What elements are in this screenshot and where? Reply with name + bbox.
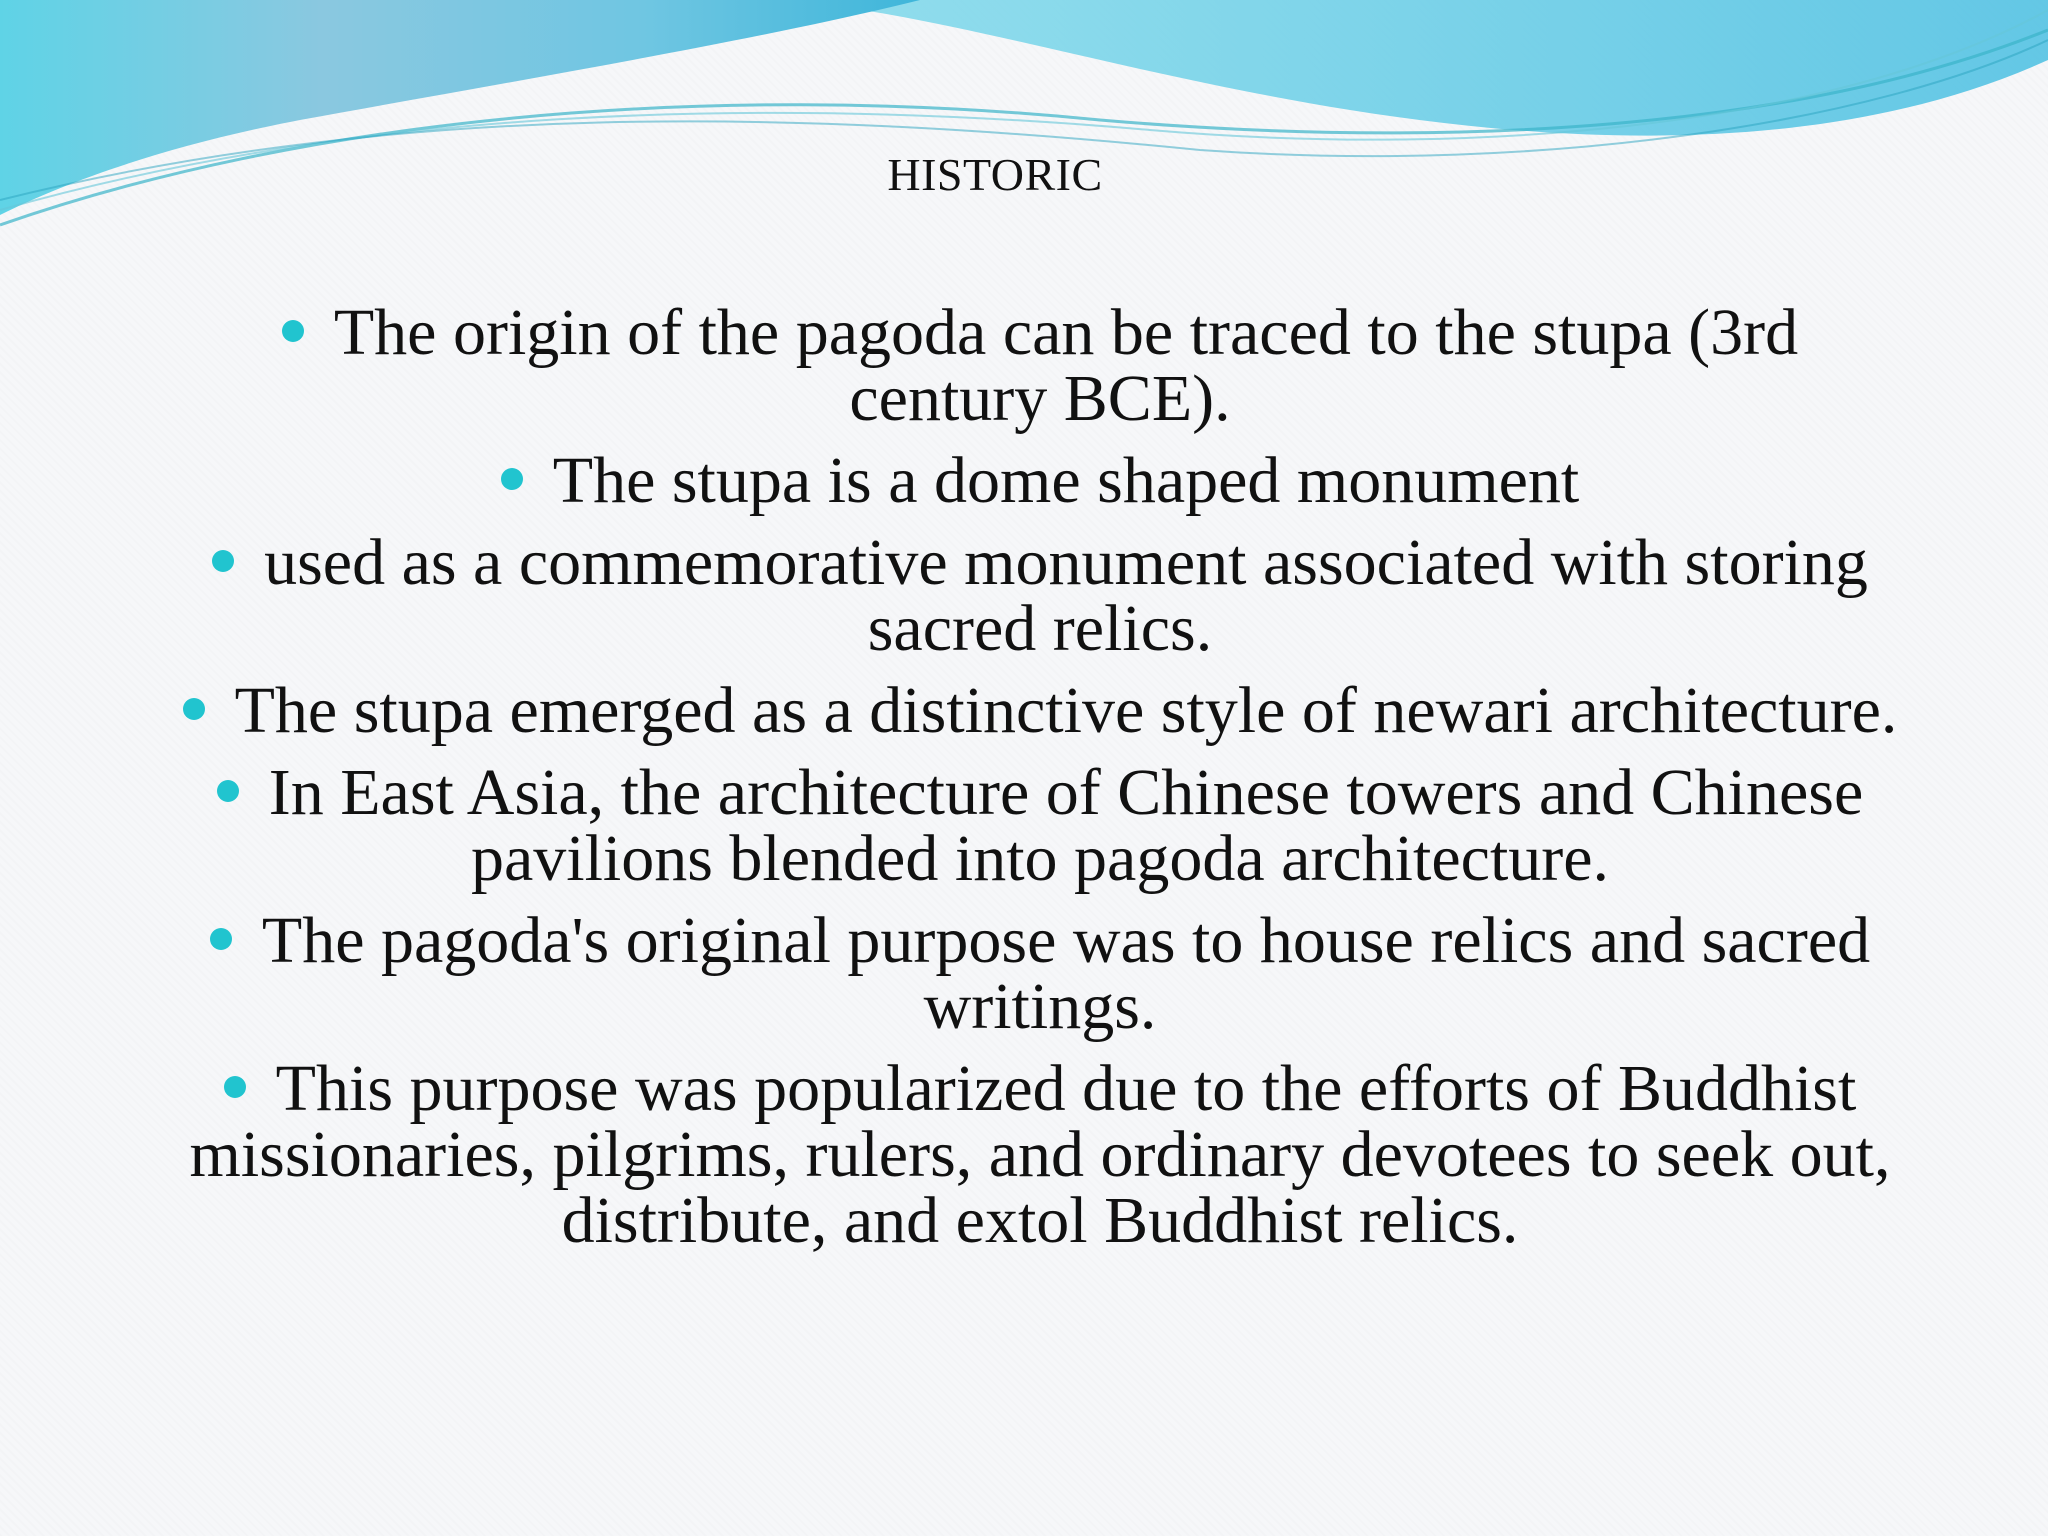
bullet-text: used as a commemorative monument associated with storing sacred relics. bbox=[264, 526, 1868, 665]
bullet-dot-icon bbox=[212, 550, 234, 572]
bullet-item bbox=[180, 1052, 1900, 1257]
bullet-list bbox=[180, 296, 1900, 1270]
bullet-dot-icon bbox=[217, 780, 239, 802]
bullet-dot-icon bbox=[282, 320, 304, 342]
bullet-dot-icon bbox=[224, 1076, 246, 1098]
bullet-text: In East Asia, the architecture of Chinese towers and Chinese pavilions blended into pagoda architecture. bbox=[268, 756, 1864, 895]
bullet-item bbox=[180, 526, 1900, 665]
header-wave-decoration bbox=[0, 0, 2048, 240]
bullet-dot-icon bbox=[210, 928, 232, 950]
bullet-item bbox=[180, 904, 1900, 1043]
bullet-dot-icon bbox=[501, 468, 523, 490]
bullet-item bbox=[180, 444, 1900, 517]
slide-title: HISTORIC bbox=[887, 149, 1103, 200]
bullet-item bbox=[180, 296, 1900, 435]
bullet-text: The stupa emerged as a distinctive style of newari architecture. bbox=[234, 674, 1898, 747]
bullet-item bbox=[180, 756, 1900, 895]
bullet-text: The origin of the pagoda can be traced to the stupa (3rd century BCE). bbox=[333, 296, 1799, 435]
bullet-item bbox=[180, 674, 1900, 747]
bullet-text: The pagoda's original purpose was to house relics and sacred writings. bbox=[261, 904, 1871, 1043]
bullet-text: This purpose was popularized due to the efforts of Buddhist missionaries, pilgrims, rulers, and ordinary devotees to seek out, distribute, and extol Buddhist relics. bbox=[189, 1052, 1891, 1257]
bullet-dot-icon bbox=[183, 698, 205, 720]
bullet-text: The stupa is a dome shaped monument bbox=[552, 444, 1580, 517]
